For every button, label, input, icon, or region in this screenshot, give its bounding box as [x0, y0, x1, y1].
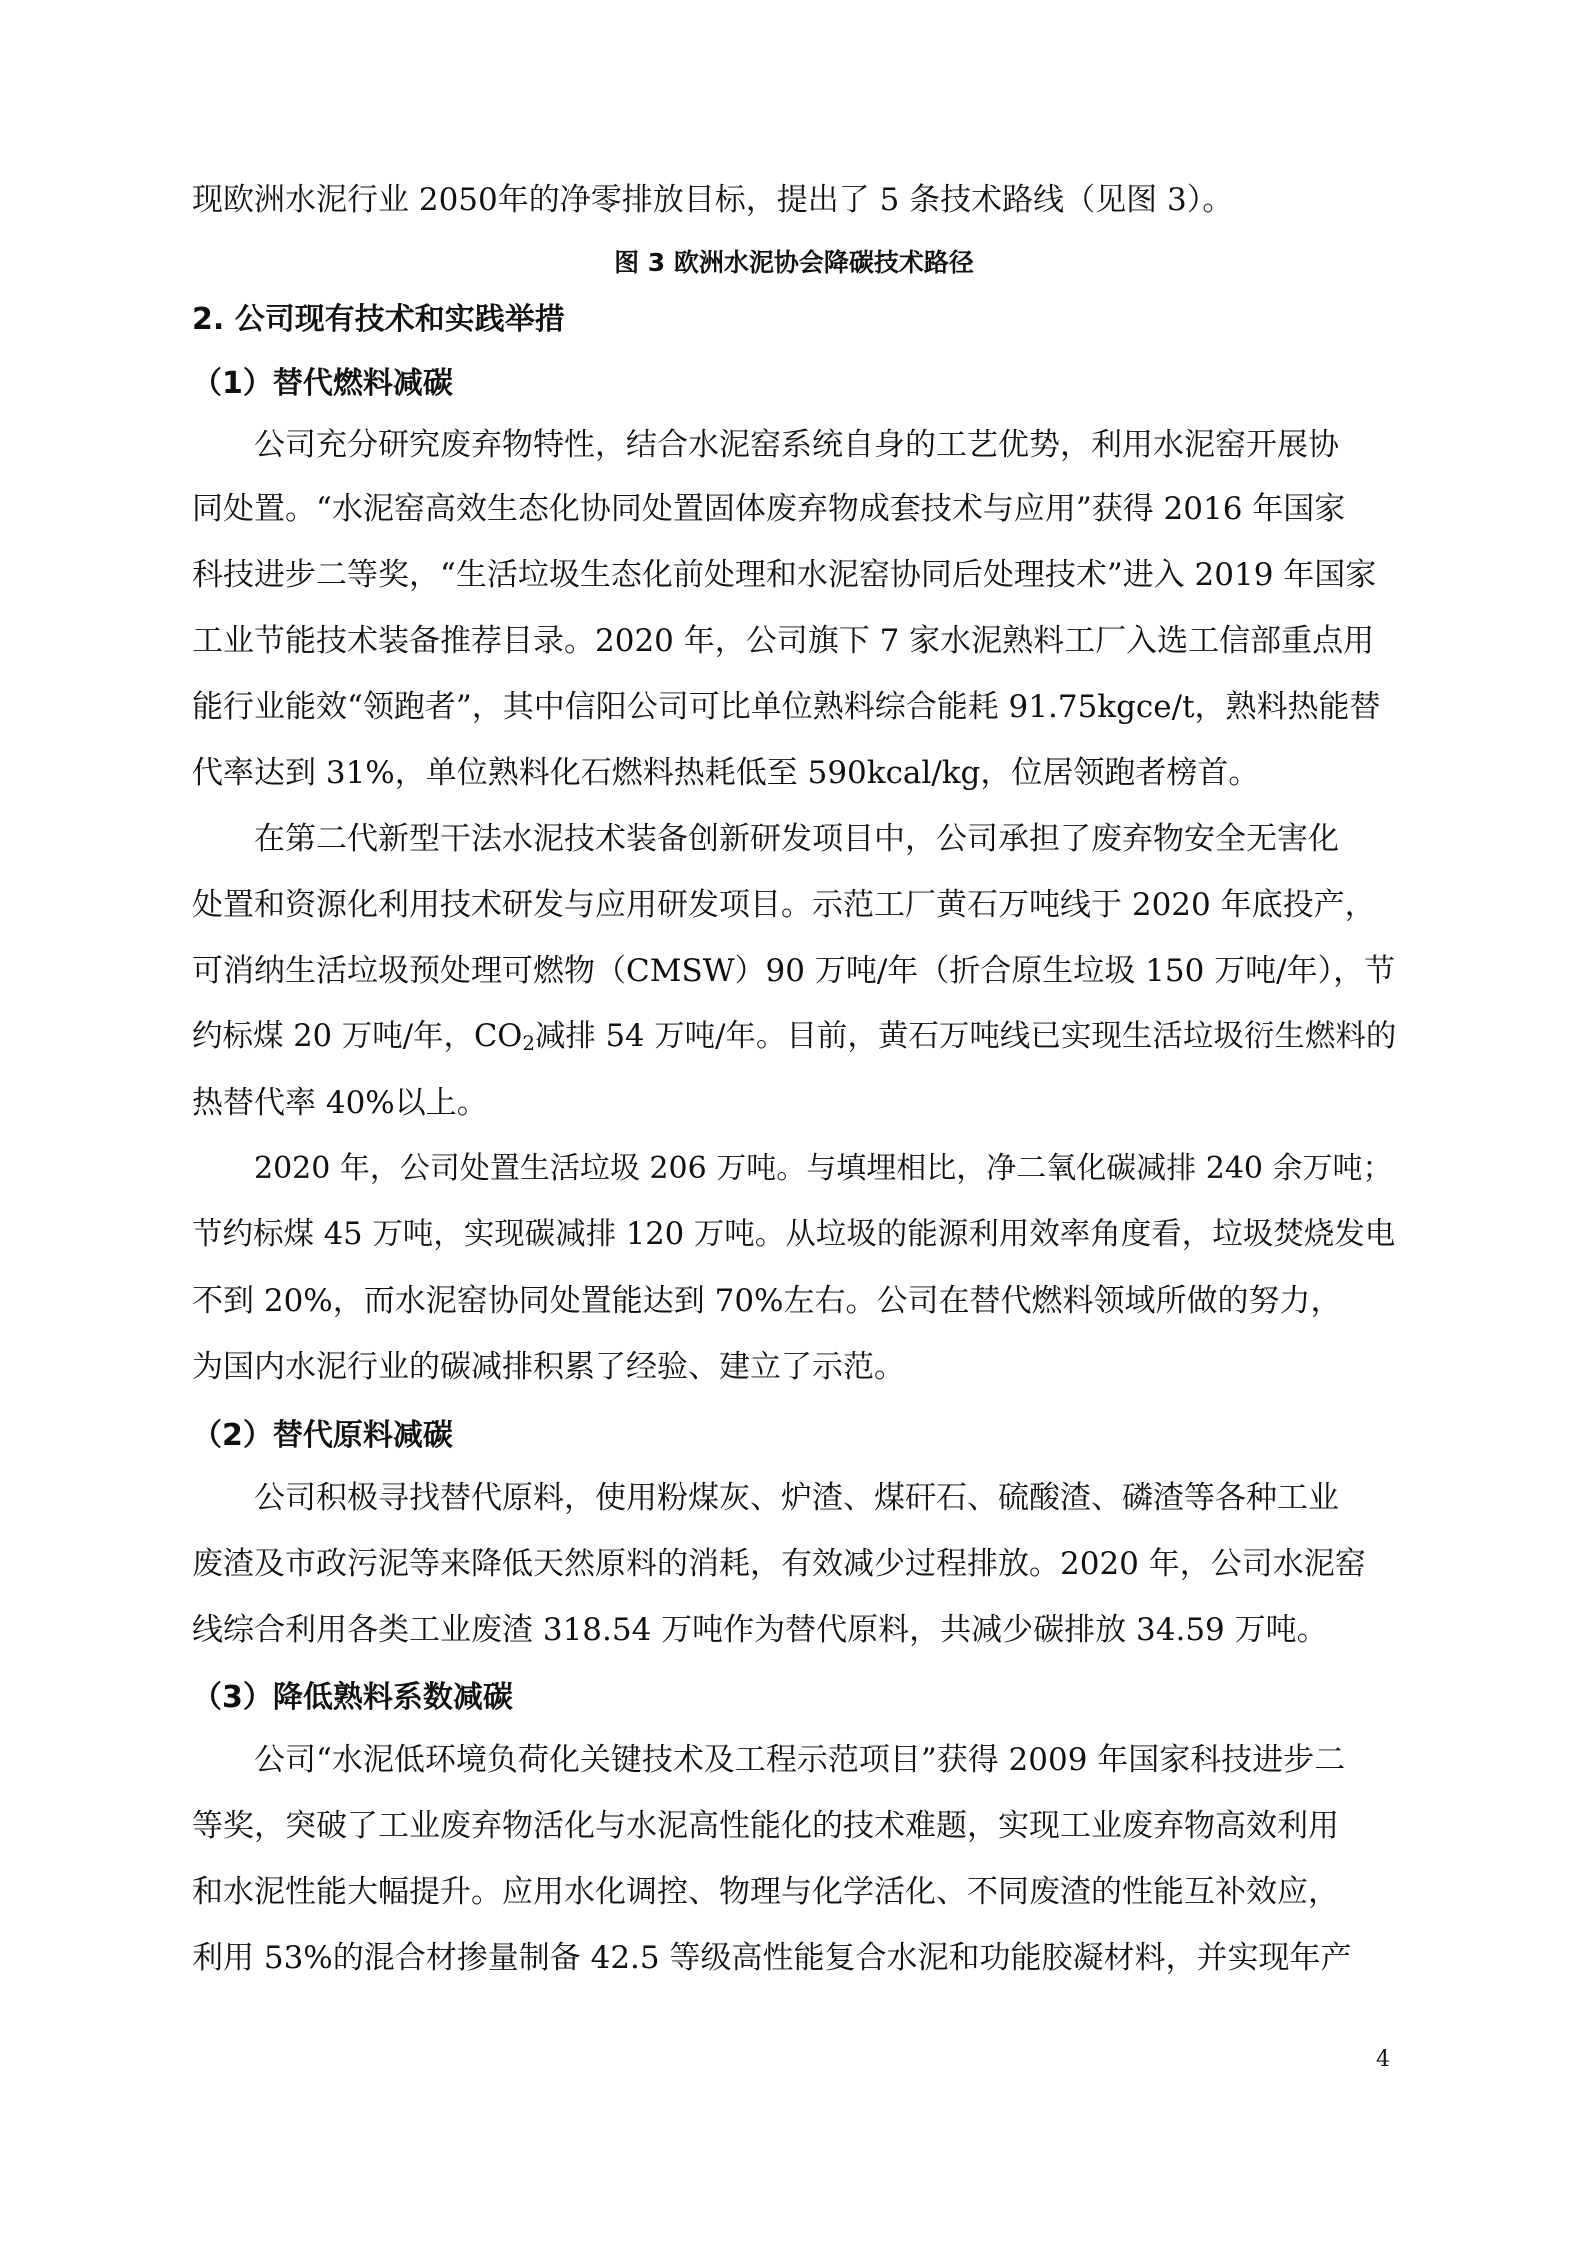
paragraph-line: 节约标煤 45 万吨，实现碳减排 120 万吨。从垃圾的能源利用效率角度看，垃圾焚烧发电 — [192, 1217, 1396, 1252]
text-segment: 约标煤 20 万吨/年，CO — [192, 1019, 523, 1054]
paragraph-line: 2020 年，公司处置生活垃圾 206 万吨。与填埋相比，净二氧化碳减排 240 余万吨； — [254, 1151, 1393, 1186]
page-number: 4 — [1376, 2047, 1390, 2072]
paragraph-line: 和水泥性能大幅提升。应用水化调控、物理与化学活化、不同废渣的性能互补效应， — [192, 1874, 1339, 1910]
paragraph-line: 线综合利用各类工业废渣 318.54 万吨作为替代原料，共减少碳排放 34.59 万吨。 — [192, 1612, 1328, 1648]
paragraph-line: 利用 53%的混合材掺量制备 42.5 等级高性能复合水泥和功能胶凝材料，并实现年产 — [192, 1940, 1352, 1976]
paragraph-line: 公司积极寻找替代原料，使用粉煤灰、炉渣、煤矸石、硫酸渣、磷渣等各种工业 — [254, 1480, 1339, 1516]
figure-caption: 图 3 欧洲水泥协会降碳技术路径 — [614, 248, 974, 277]
section-heading: 2. 公司现有技术和实践举措 — [192, 302, 565, 337]
paragraph-line: 公司充分研究废弃物特性，结合水泥窑系统自身的工艺优势，利用水泥窑开展协 — [254, 427, 1339, 463]
paragraph-line: 处置和资源化利用技术研发与应用研发项目。示范工厂黄石万吨线于 2020 年底投产， — [192, 887, 1376, 923]
paragraph-line — [192, 1017, 1396, 1057]
paragraph-line: 能行业能效“领跑者”，其中信阳公司可比单位熟料综合能耗 91.75kgce/t，熟料热能替 — [192, 689, 1381, 725]
paragraph-line: 同处置。“水泥窑高效生态化协同处置固体废弃物成套技术与应用”获得 2016 年国家 — [192, 491, 1346, 527]
paragraph-line: 公司“水泥低环境负荷化关键技术及工程示范项目”获得 2009 年国家科技进步二 — [254, 1742, 1346, 1778]
subsection-heading: （2）替代原料减碳 — [192, 1418, 453, 1453]
paragraph-line: 废渣及市政污泥等来降低天然原料的消耗，有效减少过程排放。2020 年，公司水泥窑 — [192, 1546, 1366, 1582]
paragraph-line: 现欧洲水泥行业 2050年的净零排放目标，提出了 5 条技术路线（见图 3）。 — [192, 182, 1234, 218]
paragraph-line: 不到 20%，而水泥窑协同处置能达到 70%左右。公司在替代燃料领域所做的努力， — [192, 1283, 1342, 1319]
paragraph-line: 在第二代新型干法水泥技术装备创新研发项目中，公司承担了废弃物安全无害化 — [254, 821, 1339, 857]
paragraph-line: 代率达到 31%，单位熟料化石燃料热耗低至 590kcal/kg，位居领跑者榜首。 — [192, 755, 1260, 791]
paragraph-line: 为国内水泥行业的碳减排积累了经验、建立了示范。 — [192, 1349, 905, 1385]
subsection-heading: （3）降低熟料系数减碳 — [192, 1680, 513, 1715]
subscript: 2 — [522, 1031, 535, 1055]
paragraph-line: 可消纳生活垃圾预处理可燃物（CMSW）90 万吨/年（折合原生垃圾 150 万吨/年），节 — [192, 953, 1396, 989]
paragraph-line: 热替代率 40%以上。 — [192, 1085, 488, 1121]
subsection-heading: （1）替代燃料减碳 — [192, 366, 453, 401]
paragraph-line: 工业节能技术装备推荐目录。2020 年，公司旗下 7 家水泥熟料工厂入选工信部重点用 — [192, 623, 1375, 659]
text-segment: 减排 54 万吨/年。目前，黄石万吨线已实现生活垃圾衍生燃料的 — [534, 1019, 1397, 1054]
paragraph-line: 科技进步二等奖，“生活垃圾生态化前处理和水泥窑协同后处理技术”进入 2019 年国家 — [192, 557, 1377, 593]
paragraph-line: 等奖，突破了工业废弃物活化与水泥高性能化的技术难题，实现工业废弃物高效利用 — [192, 1808, 1339, 1844]
